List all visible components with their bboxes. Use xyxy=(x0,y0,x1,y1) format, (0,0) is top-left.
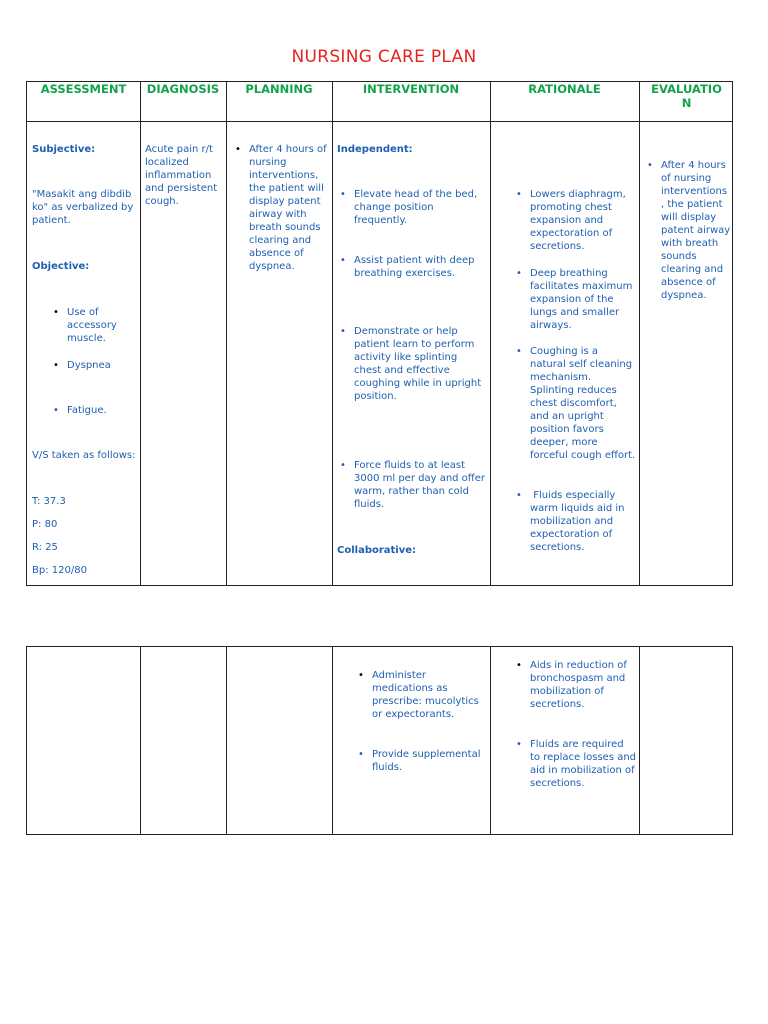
subjective-label: Subjective: xyxy=(32,144,96,155)
header-planning: PLANNING xyxy=(245,82,313,96)
objective-item: • Dyspnea xyxy=(53,360,111,371)
collaborative-item: • Provide supplemental fluids. xyxy=(358,749,481,773)
collaborative-item: • Administer medications as prescribe: mucolytics or expectorants. xyxy=(358,670,479,720)
header-evaluation: EVALUATIO N xyxy=(651,82,722,110)
intervention-item: • Elevate head of the bed, change position frequently. xyxy=(340,189,478,226)
vital-temp: T: 37.3 xyxy=(32,496,66,507)
header-rationale: RATIONALE xyxy=(528,82,601,96)
intervention-item: • Demonstrate or help patient learn to perform activity like splinting chest and effective coughing while in upright position. xyxy=(340,326,482,402)
care-plan-table-continued xyxy=(26,646,733,835)
independent-label: Independent: xyxy=(337,144,413,155)
rationale-item: • Fluids especially warm liquids aid in mobilization and expectoration of secretions. xyxy=(516,490,628,553)
objective-item: • Use of accessory muscle. xyxy=(53,307,117,344)
planning-text: • After 4 hours of nursing interventions, the patient will display patent airway with breath sounds clearing and absence of dyspnea. xyxy=(235,144,327,272)
rationale-item: • Aids in reduction of bronchospasm and mobilization of secretions. xyxy=(516,660,627,710)
care-plan-table xyxy=(26,81,733,586)
vital-resp: R: 25 xyxy=(32,542,58,553)
vital-bp: Bp: 120/80 xyxy=(32,565,87,576)
diagnosis-text: Acute pain r/t localized inflammation and persistent cough. xyxy=(145,144,218,207)
rationale-item: • Deep breathing facilitates maximum expansion of the lungs and smaller airways. xyxy=(516,268,633,331)
rationale-item: • Coughing is a natural self cleaning mechanism. Splinting reduces chest discomfort, and an upright position favors deeper, more forceful cough effort. xyxy=(516,346,636,461)
vital-pulse: P: 80 xyxy=(32,519,58,530)
collaborative-label: Collaborative: xyxy=(337,545,417,556)
page-title: NURSING CARE PLAN xyxy=(291,47,477,67)
rationale-item: • Fluids are required to replace losses and aid in mobilization of secretions. xyxy=(516,739,637,789)
subjective-quote: "Masakit ang dibdib ko" as verbalized by patient. xyxy=(32,189,134,226)
objective-label: Objective: xyxy=(32,261,90,272)
header-assessment: ASSESSMENT xyxy=(40,82,127,96)
rationale-item: • Lowers diaphragm, promoting chest expansion and expectoration of secretions. xyxy=(516,189,626,252)
intervention-item: • Assist patient with deep breathing exercises. xyxy=(340,255,475,279)
header-intervention: INTERVENTION xyxy=(362,82,460,96)
evaluation-text: • After 4 hours of nursing interventions , the patient will display patent airway with breath sounds clearing and absence of dyspnea. xyxy=(647,160,731,301)
objective-item: • Fatigue. xyxy=(53,405,107,416)
vs-label: V/S taken as follows: xyxy=(32,450,136,461)
header-diagnosis: DIAGNOSIS xyxy=(146,82,220,96)
intervention-item: • Force fluids to at least 3000 ml per day and offer warm, rather than cold fluids. xyxy=(340,460,485,510)
